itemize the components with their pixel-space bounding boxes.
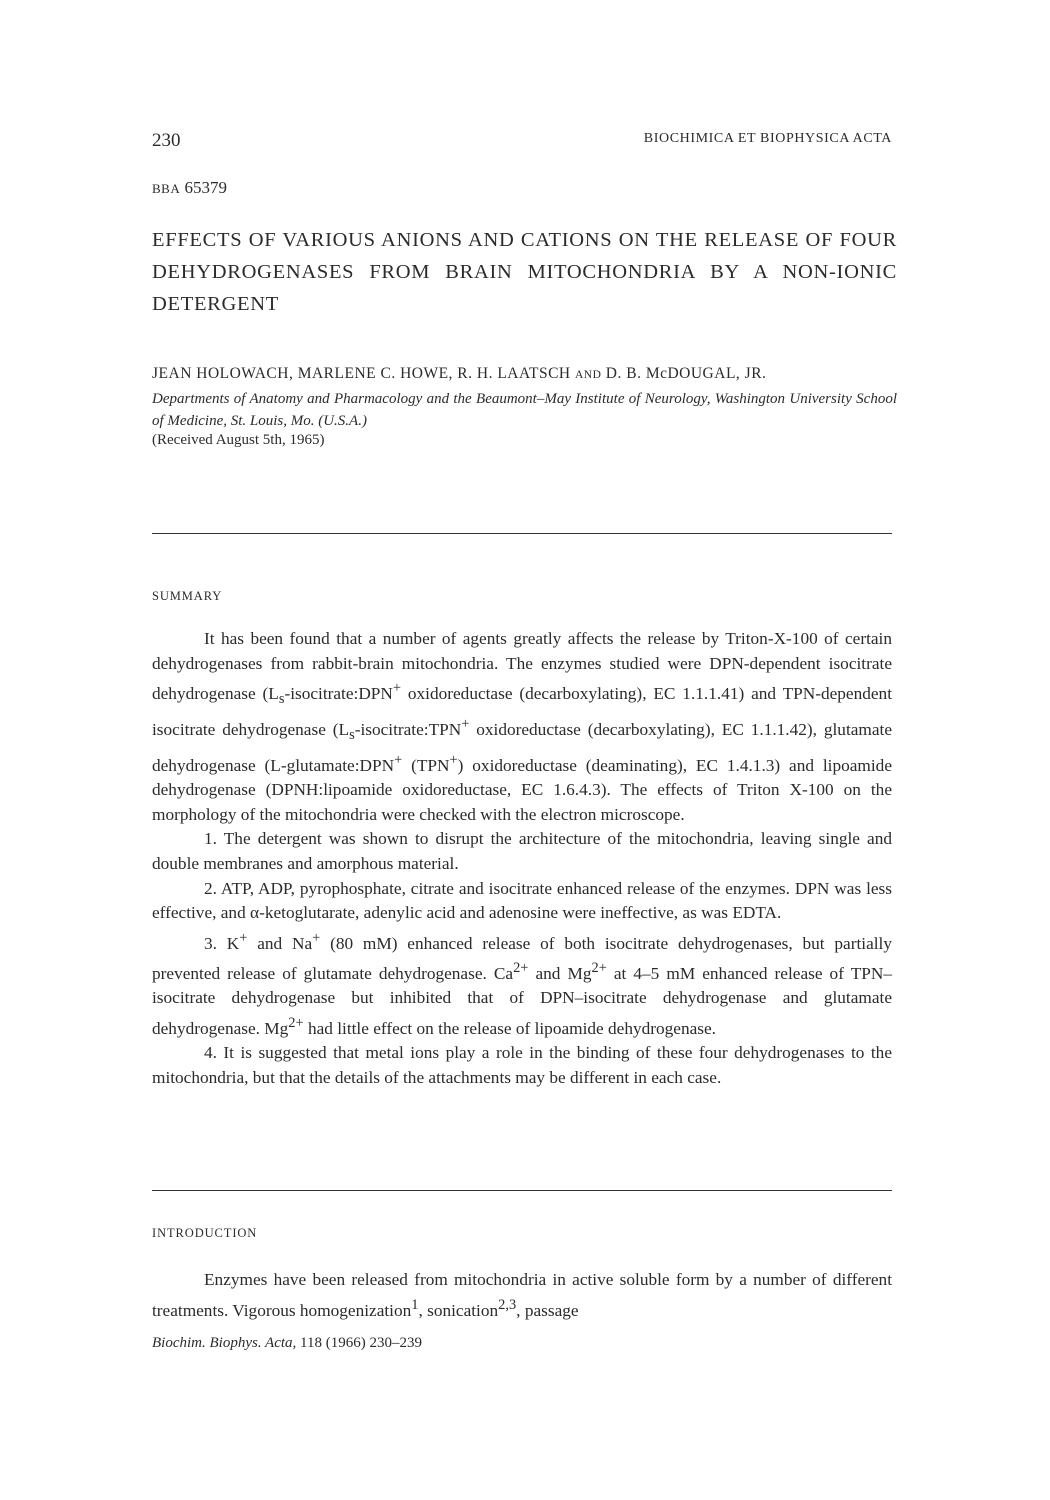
bba-number: 65379 — [184, 178, 227, 197]
summary-paragraph: 4. It is suggested that metal ions play a role in the binding of these four dehydrogenases to the mitochondria, but that the details of the attachments may be different in each case. — [152, 1043, 892, 1087]
introduction-body — [152, 1268, 892, 1323]
introduction-paragraph: Enzymes have been released from mitochondria in active soluble form by a number of different treatments. Vigorous homogenization$^1$, sonication$^{2,3}$, passage — [152, 1270, 892, 1320]
authors-and: AND — [574, 369, 602, 381]
introduction-heading: INTRODUCTION — [152, 1226, 258, 1240]
summary-paragraph: 1. The detergent was shown to disrupt the architecture of the mitochondria, leaving single and double membranes and amorphous material. — [152, 829, 892, 873]
received-date: (Received August 5th, 1965) — [152, 432, 325, 448]
volume-pages: 118 (1966) 230–239 — [300, 1335, 422, 1351]
article-title: EFFECTS OF VARIOUS ANIONS AND CATIONS ON THE RELEASE OF FOUR DEHYDROGENASES FROM BRAIN MITOCHONDRIA BY A NON-IONIC DETERGENT — [152, 229, 897, 315]
bba-code — [152, 178, 227, 198]
author-names: JEAN HOLOWACH, MARLENE C. HOWE, R. H. LAATSCH — [152, 365, 571, 382]
journal-abbrev: Biochim. Biophys. Acta, — [152, 1335, 297, 1351]
affiliation: Departments of Anatomy and Pharmacology and the Beaumont–May Institute of Neurology, Washington University School of Medicine, St. Louis, Mo. (U.S.A.) — [152, 391, 897, 429]
summary-heading: SUMMARY — [152, 589, 223, 603]
bba-prefix: BBA — [152, 181, 181, 196]
authors — [152, 365, 897, 383]
summary-paragraph: It has been found that a number of agents greatly affects the release by Triton-X-100 of certain dehydrogenases from rabbit-brain mitochondria. The enzymes studied were DPN-dependent isocitrate dehydrogenase ($L_s-isocitrate:DPN^+$ oxidoreductase (decarboxylating), EC 1.1.1.41) and TPN-dependent isocitrate dehydrogenase ($L_s-isocitrate:TPN^+$ oxidoreductase (decarboxylating), EC 1.1.1.42), glutamate dehydrogenase (L-glutamate:DPN+ (TPN+) oxidoreductase (deaminating), EC 1.4.1.3) and lipoamide dehydrogenase (DPNH:lipoamide oxidoreductase, EC 1.6.4.3). The effects of Triton X-100 on the morphology of the mitochondria were checked with the electron microscope. — [152, 629, 893, 824]
summary-body — [152, 627, 892, 1091]
footer-citation — [152, 1335, 422, 1352]
divider — [152, 1190, 892, 1191]
divider — [152, 533, 892, 534]
page-number: 230 — [152, 130, 181, 151]
author-last: D. B. McDOUGAL, JR. — [605, 365, 767, 382]
summary-paragraph: 2. ATP, ADP, pyrophosphate, citrate and isocitrate enhanced release of the enzymes. DPN was less effective, and α-ketoglutarate, adenylic acid and adenosine were ineffective, as was EDTA. — [152, 878, 892, 923]
journal-name: BIOCHIMICA ET BIOPHYSICA ACTA — [643, 131, 892, 146]
summary-paragraph: 3. K+ and Na+ (80 mM) enhanced release of both isocitrate dehydrogenases, but partially prevented release of glutamate dehydrogenase. $Ca^{2+}$ and $Mg^{2+}$ at 4–5 mM enhanced release of TPN–isocitrate dehydrogenase but inhibited that of DPN–isocitrate dehydrogenase and glutamate dehydrogenase. $Mg^{2+}$ had little effect on the release of lipoamide dehydrogenase. — [152, 929, 892, 1038]
